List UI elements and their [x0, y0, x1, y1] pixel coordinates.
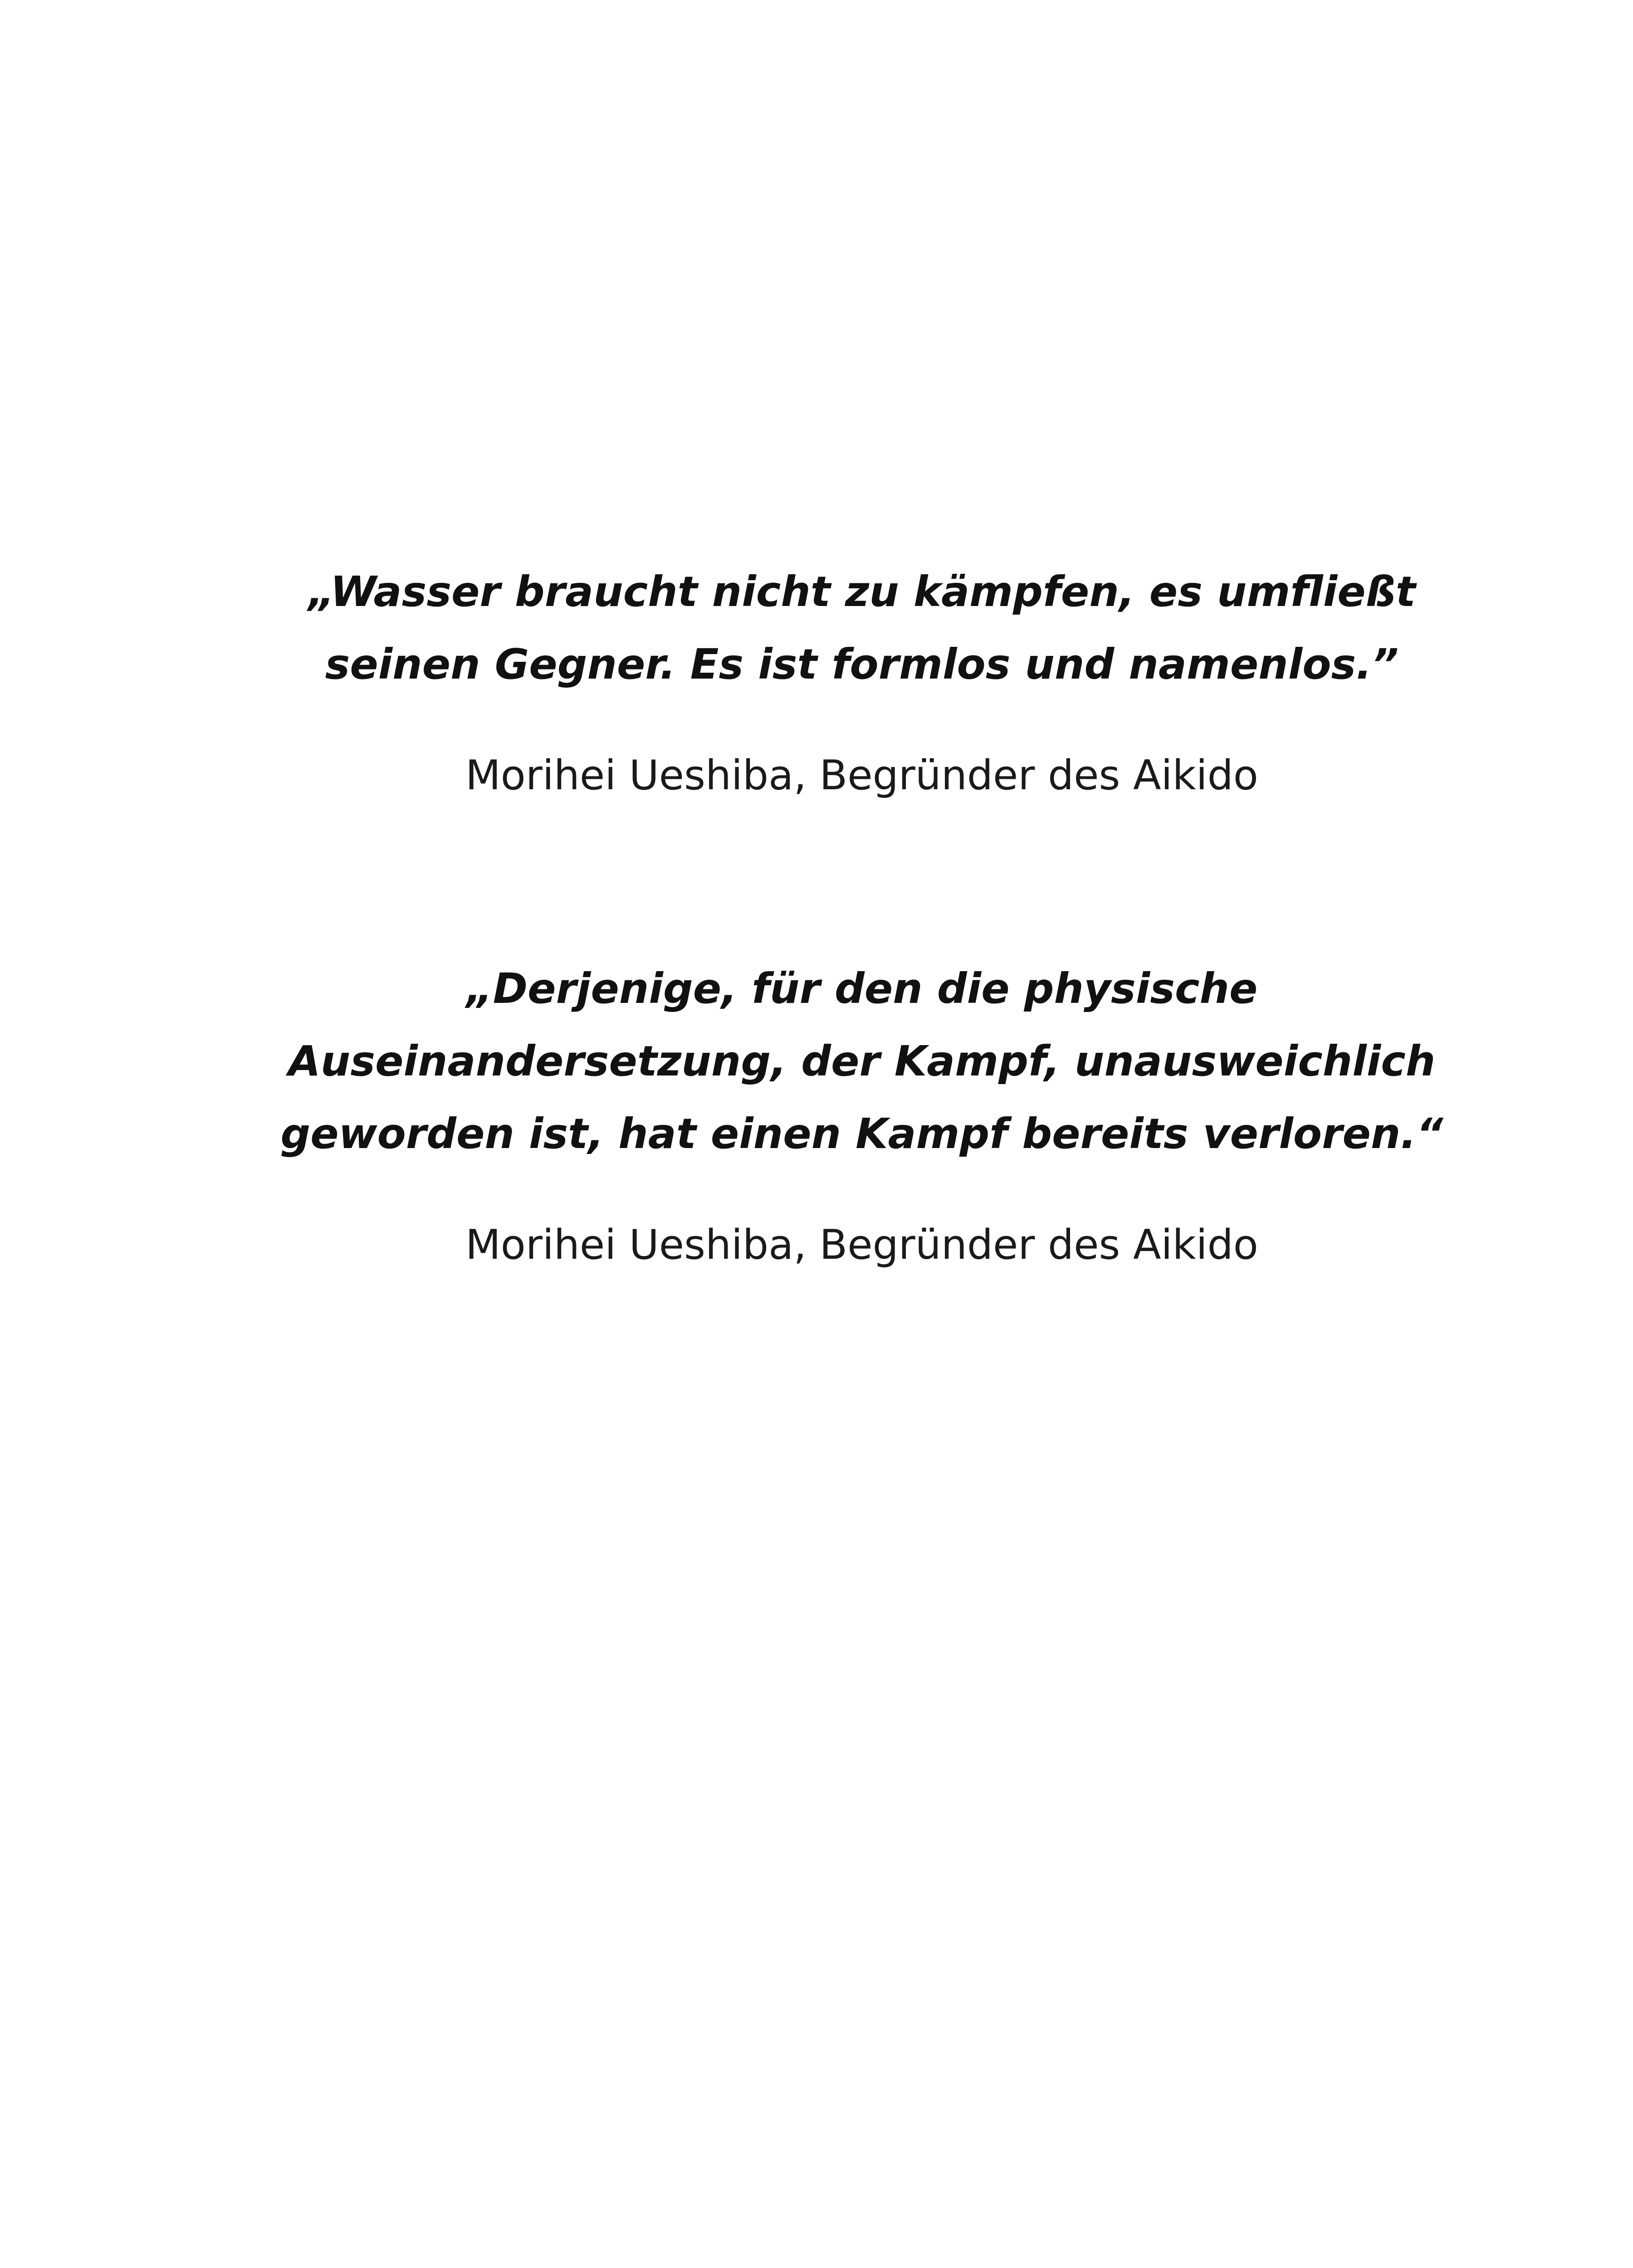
quote-text — [227, 556, 1497, 701]
quote-line: seinen Gegner. Es ist formlos und namenlos.” — [325, 640, 1399, 689]
quote-block-water — [227, 556, 1497, 805]
quote-line: geworden ist, hat einen Kampf bereits verloren.“ — [280, 1110, 1443, 1158]
quote-line: „Wasser braucht nicht zu kämpfen, es umfließt — [308, 567, 1416, 616]
quote-text — [227, 953, 1497, 1170]
quote-line: „Derjenige, für den die physische — [466, 964, 1258, 1013]
quote-attribution: Morihei Ueshiba, Begründer des Aikido — [465, 1221, 1258, 1269]
quote-block-conflict — [227, 953, 1497, 1275]
quote-line: Auseinandersetzung, der Kampf, unausweichlich — [288, 1037, 1436, 1085]
quote-attribution: Morihei Ueshiba, Begründer des Aikido — [465, 752, 1258, 799]
